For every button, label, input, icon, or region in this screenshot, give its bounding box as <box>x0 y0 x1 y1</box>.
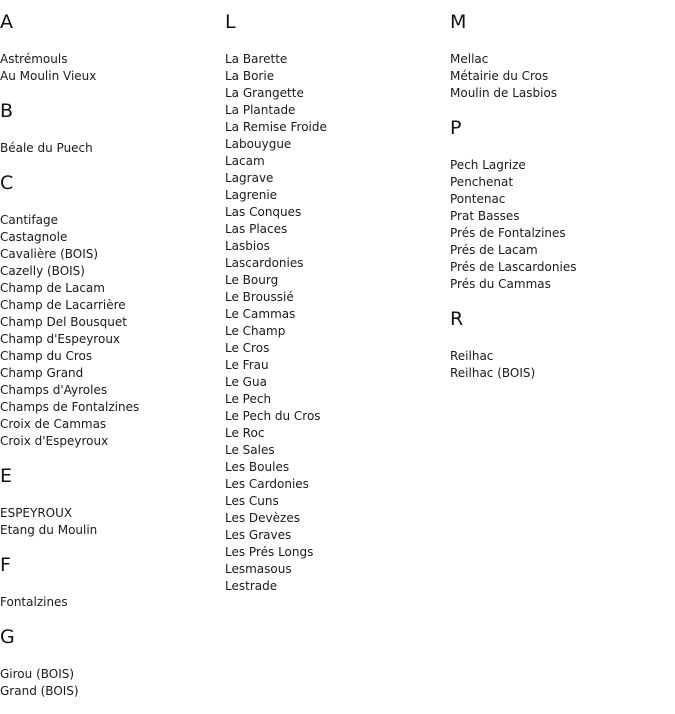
letter-group-r <box>450 307 675 382</box>
place-name-entry[interactable]: Lacam <box>225 154 265 168</box>
place-name-entry[interactable]: Girou (BOIS) <box>0 667 75 681</box>
letter-group-f <box>0 553 225 611</box>
place-name-entry[interactable]: La Plantade <box>225 103 296 117</box>
letter-heading: P <box>450 117 462 139</box>
letter-group-m <box>450 10 675 102</box>
place-name-entry[interactable]: La Grangette <box>225 86 304 100</box>
place-name-entry[interactable]: Etang du Moulin <box>0 523 98 537</box>
letter-group-c <box>0 171 225 450</box>
place-name-entry[interactable]: ESPEYROUX <box>0 506 73 520</box>
place-name-entry[interactable]: Champ de Lacarrière <box>0 298 126 312</box>
place-name-entry[interactable]: Cantifage <box>0 213 58 227</box>
place-name-entry[interactable]: La Barette <box>225 52 288 66</box>
letter-heading: E <box>0 465 13 487</box>
letter-heading: G <box>0 626 15 648</box>
letter-heading: B <box>0 100 14 122</box>
place-name-entry[interactable]: Prés de Fontalzines <box>450 226 566 240</box>
place-name-entry[interactable]: Grand (BOIS) <box>0 684 79 698</box>
place-name-entry[interactable]: Champs de Fontalzines <box>0 400 140 414</box>
letter-group-b <box>0 99 225 157</box>
place-name-entry[interactable]: Lagrenie <box>225 188 278 202</box>
place-name-entry[interactable]: Les Cuns <box>225 494 279 508</box>
letter-heading: R <box>450 308 464 330</box>
place-name-entry[interactable]: Les Boules <box>225 460 290 474</box>
entry-list <box>0 666 225 700</box>
place-name-entry[interactable]: Au Moulin Vieux <box>0 69 97 83</box>
place-name-entry[interactable]: Le Sales <box>225 443 275 457</box>
letter-group-e <box>0 464 225 539</box>
place-name-entry[interactable]: Champ Grand <box>0 366 84 380</box>
place-name-entry[interactable]: Las Places <box>225 222 288 236</box>
place-name-entry[interactable]: Le Gua <box>225 375 267 389</box>
place-name-entry[interactable]: Le Frau <box>225 358 269 372</box>
place-name-entry[interactable]: Béale du Puech <box>0 141 93 155</box>
place-name-entry[interactable]: Astrémouls <box>0 52 68 66</box>
place-name-entry[interactable]: Prat Basses <box>450 209 520 223</box>
place-name-entry[interactable]: Fontalzines <box>0 595 68 609</box>
place-name-entry[interactable]: Cazelly (BOIS) <box>0 264 85 278</box>
letter-heading: L <box>225 11 236 33</box>
place-name-entry[interactable]: Le Bourg <box>225 273 279 287</box>
place-name-entry[interactable]: Castagnole <box>0 230 68 244</box>
entry-list <box>0 505 225 539</box>
place-name-entry[interactable]: La Remise Froide <box>225 120 327 134</box>
place-name-entry[interactable]: Champ de Lacam <box>0 281 105 295</box>
place-name-entry[interactable]: Les Devèzes <box>225 511 300 525</box>
place-name-entry[interactable]: Las Conques <box>225 205 302 219</box>
letter-group-g <box>0 625 225 700</box>
letter-heading: M <box>450 11 467 33</box>
place-name-entry[interactable]: Champ du Cros <box>0 349 93 363</box>
entry-list <box>225 51 450 595</box>
place-name-entry[interactable]: Les Cardonies <box>225 477 309 491</box>
letter-group-p <box>450 116 675 293</box>
place-name-entry[interactable]: Penchenat <box>450 175 514 189</box>
index-column-3 <box>450 0 675 396</box>
letter-heading: F <box>0 554 11 576</box>
place-name-entry[interactable]: Lesmasous <box>225 562 292 576</box>
place-name-entry[interactable]: Reilhac <box>450 349 494 363</box>
entry-list <box>0 212 225 450</box>
index-column-2 <box>225 0 450 609</box>
place-name-entry[interactable]: Le Cros <box>225 341 270 355</box>
letter-group-l <box>225 10 450 595</box>
place-name-entry[interactable]: La Borie <box>225 69 275 83</box>
entry-list <box>450 157 675 293</box>
place-name-entry[interactable]: Le Broussié <box>225 290 294 304</box>
entry-list <box>450 51 675 102</box>
place-name-entry[interactable]: Prés de Lascardonies <box>450 260 577 274</box>
place-name-entry[interactable]: Reilhac (BOIS) <box>450 366 536 380</box>
place-name-entry[interactable]: Lagrave <box>225 171 274 185</box>
letter-group-a <box>0 10 225 85</box>
place-name-entry[interactable]: Le Cammas <box>225 307 296 321</box>
place-name-entry[interactable]: Le Pech du Cros <box>225 409 321 423</box>
place-name-entry[interactable]: Les Prés Longs <box>225 545 314 559</box>
place-name-entry[interactable]: Lascardonies <box>225 256 304 270</box>
place-name-entry[interactable]: Champs d'Ayroles <box>0 383 108 397</box>
place-name-entry[interactable]: Le Champ <box>225 324 286 338</box>
letter-heading: A <box>0 11 13 33</box>
place-name-entry[interactable]: Croix de Cammas <box>0 417 107 431</box>
entry-list <box>0 594 225 611</box>
place-name-entry[interactable]: Prés de Lacam <box>450 243 538 257</box>
letter-heading: C <box>0 172 14 194</box>
place-name-entry[interactable]: Les Graves <box>225 528 292 542</box>
place-name-entry[interactable]: Lestrade <box>225 579 278 593</box>
place-name-entry[interactable]: Cavalière (BOIS) <box>0 247 99 261</box>
place-name-entry[interactable]: Pech Lagrize <box>450 158 526 172</box>
place-name-entry[interactable]: Mellac <box>450 52 489 66</box>
place-name-entry[interactable]: Pontenac <box>450 192 506 206</box>
place-name-entry[interactable]: Croix d'Espeyroux <box>0 434 109 448</box>
place-name-entry[interactable]: Lasbios <box>225 239 270 253</box>
place-name-entry[interactable]: Le Roc <box>225 426 265 440</box>
place-name-entry[interactable]: Labouygue <box>225 137 292 151</box>
place-name-entry[interactable]: Métairie du Cros <box>450 69 549 83</box>
place-name-entry[interactable]: Moulin de Lasbios <box>450 86 558 100</box>
entry-list <box>0 140 225 157</box>
place-name-entry[interactable]: Champ d'Espeyroux <box>0 332 121 346</box>
place-name-entry[interactable]: Le Pech <box>225 392 272 406</box>
index-column-1 <box>0 0 225 714</box>
entry-list <box>450 348 675 382</box>
entry-list <box>0 51 225 85</box>
place-name-entry[interactable]: Champ Del Bousquet <box>0 315 127 329</box>
place-name-entry[interactable]: Prés du Cammas <box>450 277 551 291</box>
